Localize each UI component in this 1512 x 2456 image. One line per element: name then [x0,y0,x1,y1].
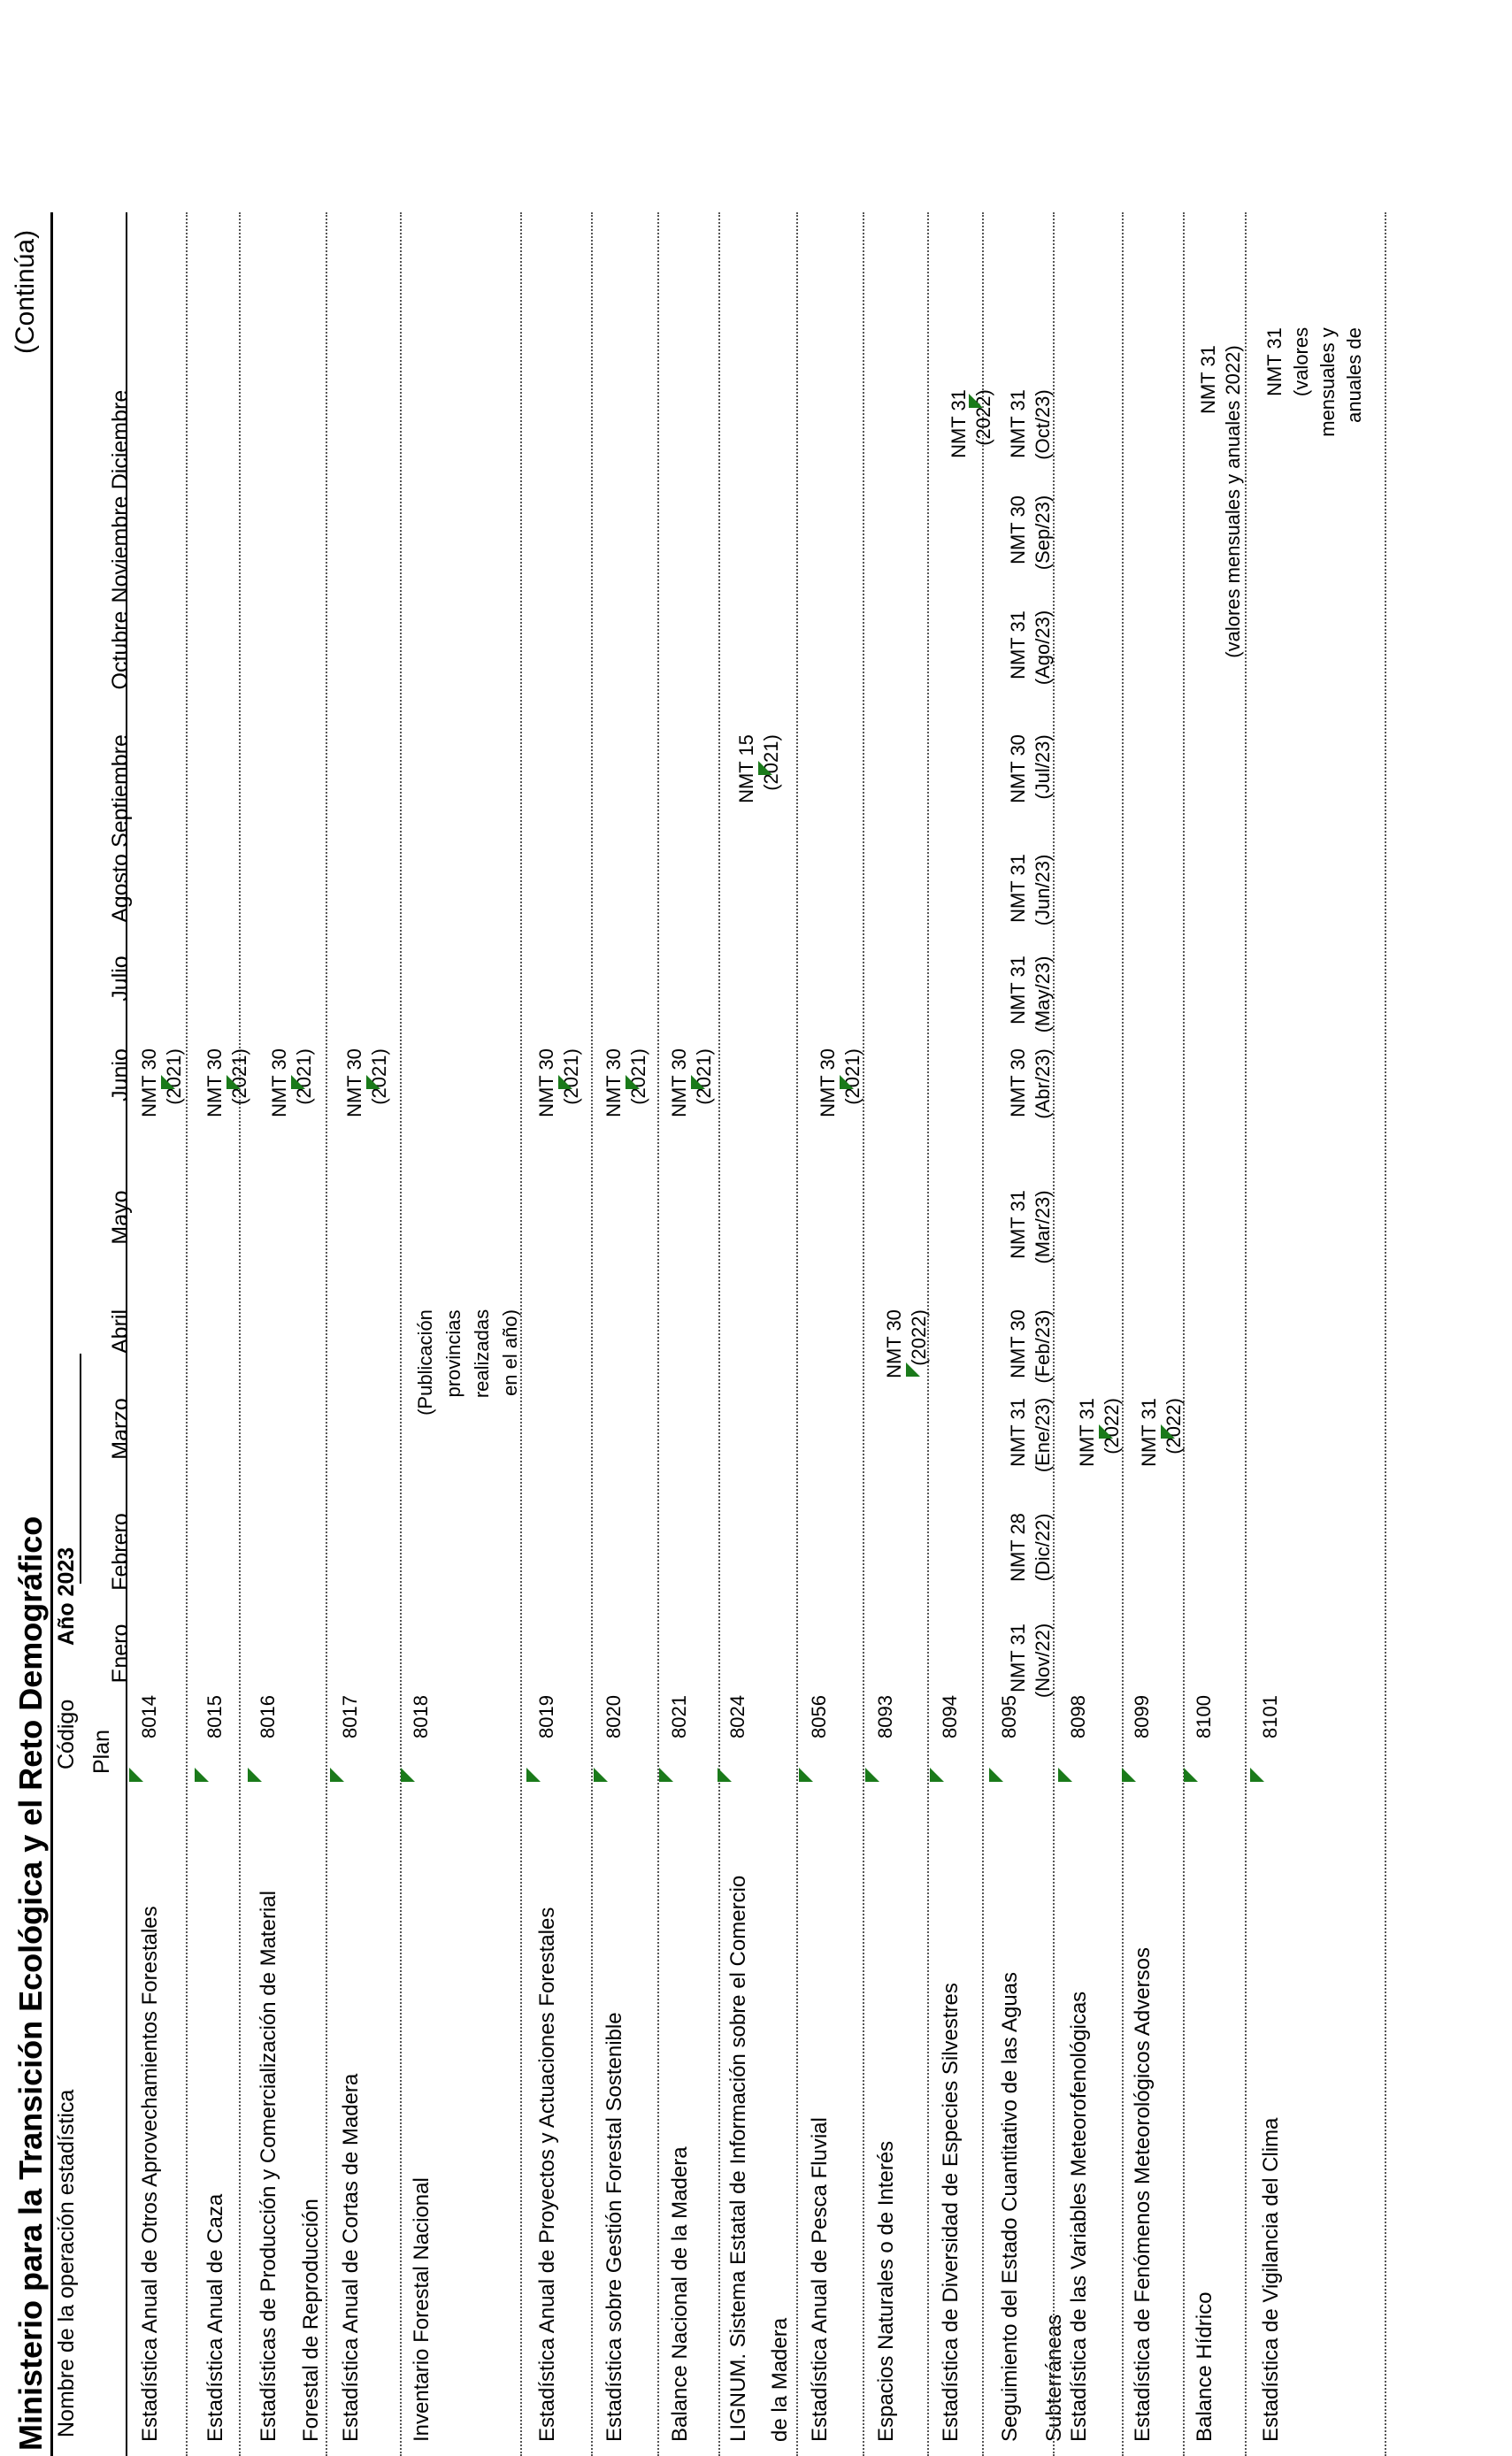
plan-flag-8018 [401,1768,415,1782]
plan-flag-8094 [930,1768,944,1782]
cell-8095-m4-line1: (Feb/23) [1032,1309,1054,1384]
row-code-8018: 8018 [410,1695,432,1738]
row-code-8093: 8093 [874,1695,896,1738]
cell-8095-m5-line0: NMT 31 [1007,1190,1029,1259]
row-separator-8019 [591,212,593,2456]
row-code-8014: 8014 [138,1695,160,1738]
row-code-8100: 8100 [1193,1695,1215,1738]
month-header-abril: Abril [108,1309,133,1355]
cell-8021-jun-line0: NMT 30 [668,1048,690,1117]
cell-flag-8019 [558,1075,572,1089]
row-name-8015: Estadística Anual de Caza [203,2193,227,2442]
cell-flag-8094 [969,394,983,408]
cell-8018-abr-line1: provincias [442,1309,464,1398]
cell-8095-m7-line0: NMT 31 [1007,956,1029,1025]
cell-8021-jun-line1: (2021) [693,1048,715,1105]
row-name-8100: Balance Hídrico [1193,2291,1217,2442]
row-code-8020: 8020 [602,1695,625,1738]
cell-8095-m6-line1: (Abr/23) [1032,1048,1054,1119]
cell-8020-jun-line0: NMT 30 [602,1048,625,1117]
cell-8094-dic-line1: (2022) [972,389,994,446]
month-header-noviembre: Noviembre [108,495,133,602]
month-header-octubre: Octubre [108,610,133,689]
cell-8095-m10-line1: (Ago/23) [1032,610,1054,686]
cell-flag-8099 [1161,1424,1175,1439]
row-name-8016: Estadísticas de Producción y Comercialización de Material [257,1891,280,2442]
row-separator-8016 [326,212,327,2456]
cell-8098-mar-line1: (2022) [1101,1398,1123,1454]
cell-8101-dic-line1: (valores [1290,326,1312,397]
cell-8016-jun-line0: NMT 30 [268,1048,290,1117]
cell-flag-8015 [226,1075,241,1089]
row-separator-8098 [1122,212,1124,2456]
cell-8100-dic-line1: (valores mensuales y anuales 2022) [1222,344,1244,658]
cell-flag-8014 [161,1075,175,1089]
plan-column-header: Plan [89,1729,114,1774]
cell-flag-8020 [626,1075,640,1089]
cell-flag-8056 [840,1075,854,1089]
cell-8095-m12-line0: NMT 31 [1007,389,1029,458]
row-code-8099: 8099 [1131,1695,1153,1738]
row-name-8019: Estadística Anual de Proyectos y Actuaciones Forestales [535,1907,559,2442]
row-name-8018: Inventario Forestal Nacional [410,2177,434,2442]
month-header-junio: Junio [108,1048,133,1101]
plan-flag-8093 [865,1768,879,1782]
cell-8095-m4-line0: NMT 30 [1007,1309,1029,1378]
row-code-8016: 8016 [257,1695,279,1738]
month-header-marzo: Marzo [108,1397,133,1460]
cell-8095-m5-line1: (Mar/23) [1032,1189,1054,1264]
cell-8015-jun-line1: (2021) [228,1048,250,1105]
cell-8056-jun-line0: NMT 30 [817,1048,839,1117]
month-header-julio: Julio [108,955,133,1002]
cell-8095-m6-line0: NMT 30 [1007,1048,1029,1117]
cell-8095-m7-line1: (May/23) [1032,956,1054,1032]
plan-flag-8014 [129,1768,143,1782]
row-code-8101: 8101 [1259,1695,1281,1738]
row-code-8095: 8095 [998,1695,1020,1738]
cell-8015-jun-line0: NMT 30 [203,1048,226,1117]
cell-8016-jun-line1: (2021) [293,1048,315,1105]
cell-8017-jun-line0: NMT 30 [343,1048,365,1117]
row-code-8021: 8021 [668,1695,690,1738]
cell-flag-8021 [691,1075,705,1089]
cell-8101-dic-line3: anuales de [1343,327,1365,423]
plan-flag-8021 [659,1768,673,1782]
row-code-8017: 8017 [339,1695,361,1738]
row-name-8017: Estadística Anual de Cortas de Madera [339,2073,363,2442]
row-name-8024-cont: de la Madera [768,2317,792,2442]
cell-8095-m12-line1: (Oct/23) [1032,388,1054,460]
cell-8100-dic-line0: NMT 31 [1197,345,1219,414]
cell-8018-abr-line0: (Publicación [414,1309,436,1416]
row-separator-8094 [982,212,984,2456]
row-separator-8056 [863,212,864,2456]
row-code-8094: 8094 [939,1695,961,1738]
cell-8095-m11-line0: NMT 30 [1007,495,1029,564]
plan-flag-8016 [248,1768,262,1782]
row-separator-8024 [796,212,798,2456]
cell-8099-mar-line0: NMT 31 [1138,1398,1160,1467]
row-separator-8015 [239,212,241,2456]
cell-8095-m2-line0: NMT 28 [1007,1513,1029,1582]
month-header-diciembre: Diciembre [108,389,133,489]
cell-8093-abr-line0: NMT 30 [883,1309,905,1378]
row-separator-8099 [1183,212,1185,2456]
month-header-enero: Enero [108,1623,133,1683]
plan-flag-8024 [718,1768,732,1782]
cell-flag-8098 [1099,1424,1113,1439]
cell-8094-dic-line0: NMT 31 [948,389,970,458]
cell-8095-m3-line0: NMT 31 [1007,1398,1029,1467]
code-column-header: Código [54,1699,79,1769]
row-code-8098: 8098 [1067,1695,1089,1738]
row-separator-8021 [718,212,720,2456]
cell-8018-abr-line3: en el año) [499,1309,521,1396]
cell-8020-jun-line1: (2021) [627,1048,649,1105]
plan-flag-8056 [799,1768,813,1782]
cell-8095-m3-line1: (Ene/23) [1032,1397,1054,1473]
row-name-8098: Estadística de las Variables Meteorofenológicas [1067,1991,1091,2442]
month-header-febrero: Febrero [108,1513,133,1591]
row-name-8020: Estadística sobre Gestión Forestal Sostenible [602,2012,626,2442]
row-name-8093: Espacios Naturales o de Interés [874,2140,898,2442]
plan-flag-8100 [1184,1768,1198,1782]
cell-8024-sep-line1: (2021) [760,734,782,791]
cell-8095-m9-line1: (Jul/23) [1032,733,1054,800]
cell-8095-m8-line0: NMT 31 [1007,854,1029,923]
month-header-septiembre: Septiembre [108,734,133,848]
plan-flag-8099 [1122,1768,1136,1782]
cell-8095-m10-line0: NMT 31 [1007,610,1029,679]
cell-8017-jun-line1: (2021) [368,1048,390,1105]
row-name-8099: Estadística de Fenómenos Meteorológicos Adversos [1131,1947,1155,2442]
cell-8095-m2-line1: (Dic/22) [1032,1512,1054,1582]
row-separator-8101 [1385,212,1386,2456]
cell-flag-8017 [366,1075,380,1089]
cell-8019-jun-line0: NMT 30 [535,1048,557,1117]
row-code-8015: 8015 [203,1695,226,1738]
row-code-8024: 8024 [726,1695,748,1738]
cell-8098-mar-line0: NMT 31 [1076,1398,1098,1467]
cell-8095-m1-line0: NMT 31 [1007,1623,1029,1692]
row-separator-8100 [1245,212,1247,2456]
header-top-rule [50,212,53,2456]
row-name-8095-cont: Subterráneas [1042,2314,1066,2442]
row-name-8056: Estadística Anual de Pesca Fluvial [808,2117,832,2442]
plan-flag-8015 [195,1768,209,1782]
cell-8018-abr-line2: realizadas [471,1309,493,1399]
cell-8095-m1-line1: (Nov/22) [1032,1623,1054,1699]
plan-flag-8020 [594,1768,608,1782]
name-column-header: Nombre de la operación estadística [54,2089,79,2437]
cell-8024-sep-line0: NMT 15 [735,734,757,803]
cell-8101-dic-line2: mensuales y [1316,327,1339,437]
cell-8099-mar-line1: (2022) [1163,1398,1185,1454]
cell-flag-8016 [291,1075,305,1089]
row-name-8024: LIGNUM. Sistema Estatal de Información sobre el Comercio [726,1875,750,2442]
cell-flag-8093 [906,1362,920,1377]
cell-8014-jun-line0: NMT 30 [138,1048,160,1117]
month-header-agosto: Agosto [108,854,133,923]
cell-8101-dic-line0: NMT 31 [1263,327,1286,396]
row-name-8021: Balance Nacional de la Madera [668,2146,692,2442]
row-name-8016-cont: Forestal de Reproducción [299,2199,323,2442]
row-name-8094: Estadística de Diversidad de Especies Silvestres [939,1983,963,2442]
cell-8095-m9-line0: NMT 30 [1007,734,1029,803]
cell-8093-abr-line1: (2022) [908,1309,930,1366]
plan-flag-8019 [526,1768,541,1782]
row-code-8019: 8019 [535,1695,557,1738]
plan-flag-8017 [330,1768,344,1782]
cell-8056-jun-line1: (2021) [841,1048,863,1105]
cell-8014-jun-line1: (2021) [163,1048,185,1105]
row-separator-8014 [186,212,188,2456]
cell-8095-m8-line1: (Jun/23) [1032,854,1054,925]
plan-flag-8098 [1058,1768,1072,1782]
row-separator-8017 [400,212,402,2456]
row-name-8014: Estadística Anual de Otros Aprovechamientos Forestales [138,1906,162,2442]
ministry-title: Ministerio para la Transición Ecológica y el Reto Demográfico [12,1516,49,2451]
plan-flag-8095 [989,1768,1003,1782]
continued-label: (Continúa) [11,229,40,354]
year-rule [80,1354,81,1584]
row-code-8056: 8056 [808,1695,830,1738]
plan-flag-8101 [1250,1768,1264,1782]
year-header: Año 2023 [54,1547,79,1646]
row-name-8101: Estadística de Vigilancia del Clima [1259,2117,1283,2442]
month-header-mayo: Mayo [108,1189,133,1245]
cell-flag-8024 [758,761,772,775]
row-name-8095: Seguimiento del Estado Cuantitativo de las Aguas [998,1971,1022,2442]
cell-8019-jun-line1: (2021) [560,1048,582,1105]
cell-8095-m11-line1: (Sep/23) [1032,495,1054,571]
row-separator-8020 [657,212,659,2456]
